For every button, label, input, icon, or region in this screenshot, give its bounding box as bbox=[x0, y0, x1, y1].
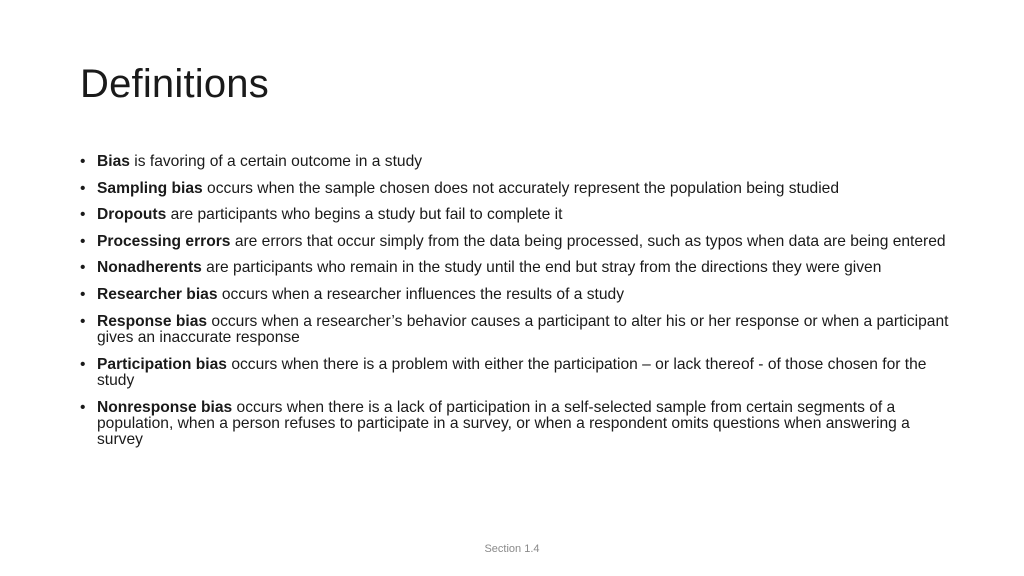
definition-term: Sampling bias bbox=[97, 179, 203, 197]
list-item bbox=[80, 260, 952, 276]
definition-term: Bias bbox=[97, 153, 130, 170]
list-item bbox=[80, 357, 952, 390]
definition-term: Dropouts bbox=[97, 206, 167, 224]
bullet-icon: • bbox=[80, 232, 86, 250]
bullet-icon: • bbox=[80, 398, 86, 416]
list-item bbox=[80, 234, 952, 250]
bullet-icon: • bbox=[80, 153, 86, 170]
bullet-icon: • bbox=[80, 179, 86, 197]
list-item bbox=[80, 400, 952, 449]
definition-text: occurs when a researcher influences the results of a study bbox=[217, 285, 625, 303]
bullet-icon: • bbox=[80, 312, 86, 330]
list-item bbox=[80, 181, 952, 197]
definition-term: Nonadherents bbox=[97, 259, 202, 277]
slide-footer: Section 1.4 bbox=[484, 543, 540, 555]
definition-text: occurs when a researcher’s behavior causes a participant to alter his or her response or when a participant gives an inaccurate response bbox=[97, 312, 949, 346]
definition-text: is favoring of a certain outcome in a study bbox=[129, 153, 423, 170]
definition-text: occurs when there is a lack of participation in a self-selected sample from certain segments of a population, when a person refuses to participate in a survey, or when a respondent omits questions when answering a survey bbox=[97, 398, 910, 449]
definition-term: Nonresponse bias bbox=[97, 398, 233, 416]
definition-term: Participation bias bbox=[97, 355, 227, 373]
definition-text: occurs when the sample chosen does not accurately represent the population being studied bbox=[202, 179, 840, 197]
definition-text: occurs when there is a problem with either the participation – or lack thereof - of those chosen for the study bbox=[97, 355, 927, 389]
definition-text: are participants who begins a study but fail to complete it bbox=[166, 206, 563, 224]
definitions-list bbox=[80, 154, 952, 459]
definition-term: Response bias bbox=[97, 312, 208, 330]
bullet-icon: • bbox=[80, 285, 86, 303]
list-item bbox=[80, 287, 952, 303]
bullet-icon: • bbox=[80, 355, 86, 373]
slide-title: Definitions bbox=[80, 62, 269, 106]
list-item bbox=[80, 154, 952, 170]
list-item bbox=[80, 207, 952, 223]
definition-text: are errors that occur simply from the data being processed, such as typos when data are being entered bbox=[230, 232, 946, 250]
definition-term: Researcher bias bbox=[97, 285, 218, 303]
definition-term: Processing errors bbox=[97, 232, 231, 250]
definition-text: are participants who remain in the study until the end but stray from the directions they were given bbox=[201, 259, 882, 277]
bullet-icon: • bbox=[80, 206, 86, 224]
list-item bbox=[80, 314, 952, 347]
bullet-icon: • bbox=[80, 259, 86, 277]
